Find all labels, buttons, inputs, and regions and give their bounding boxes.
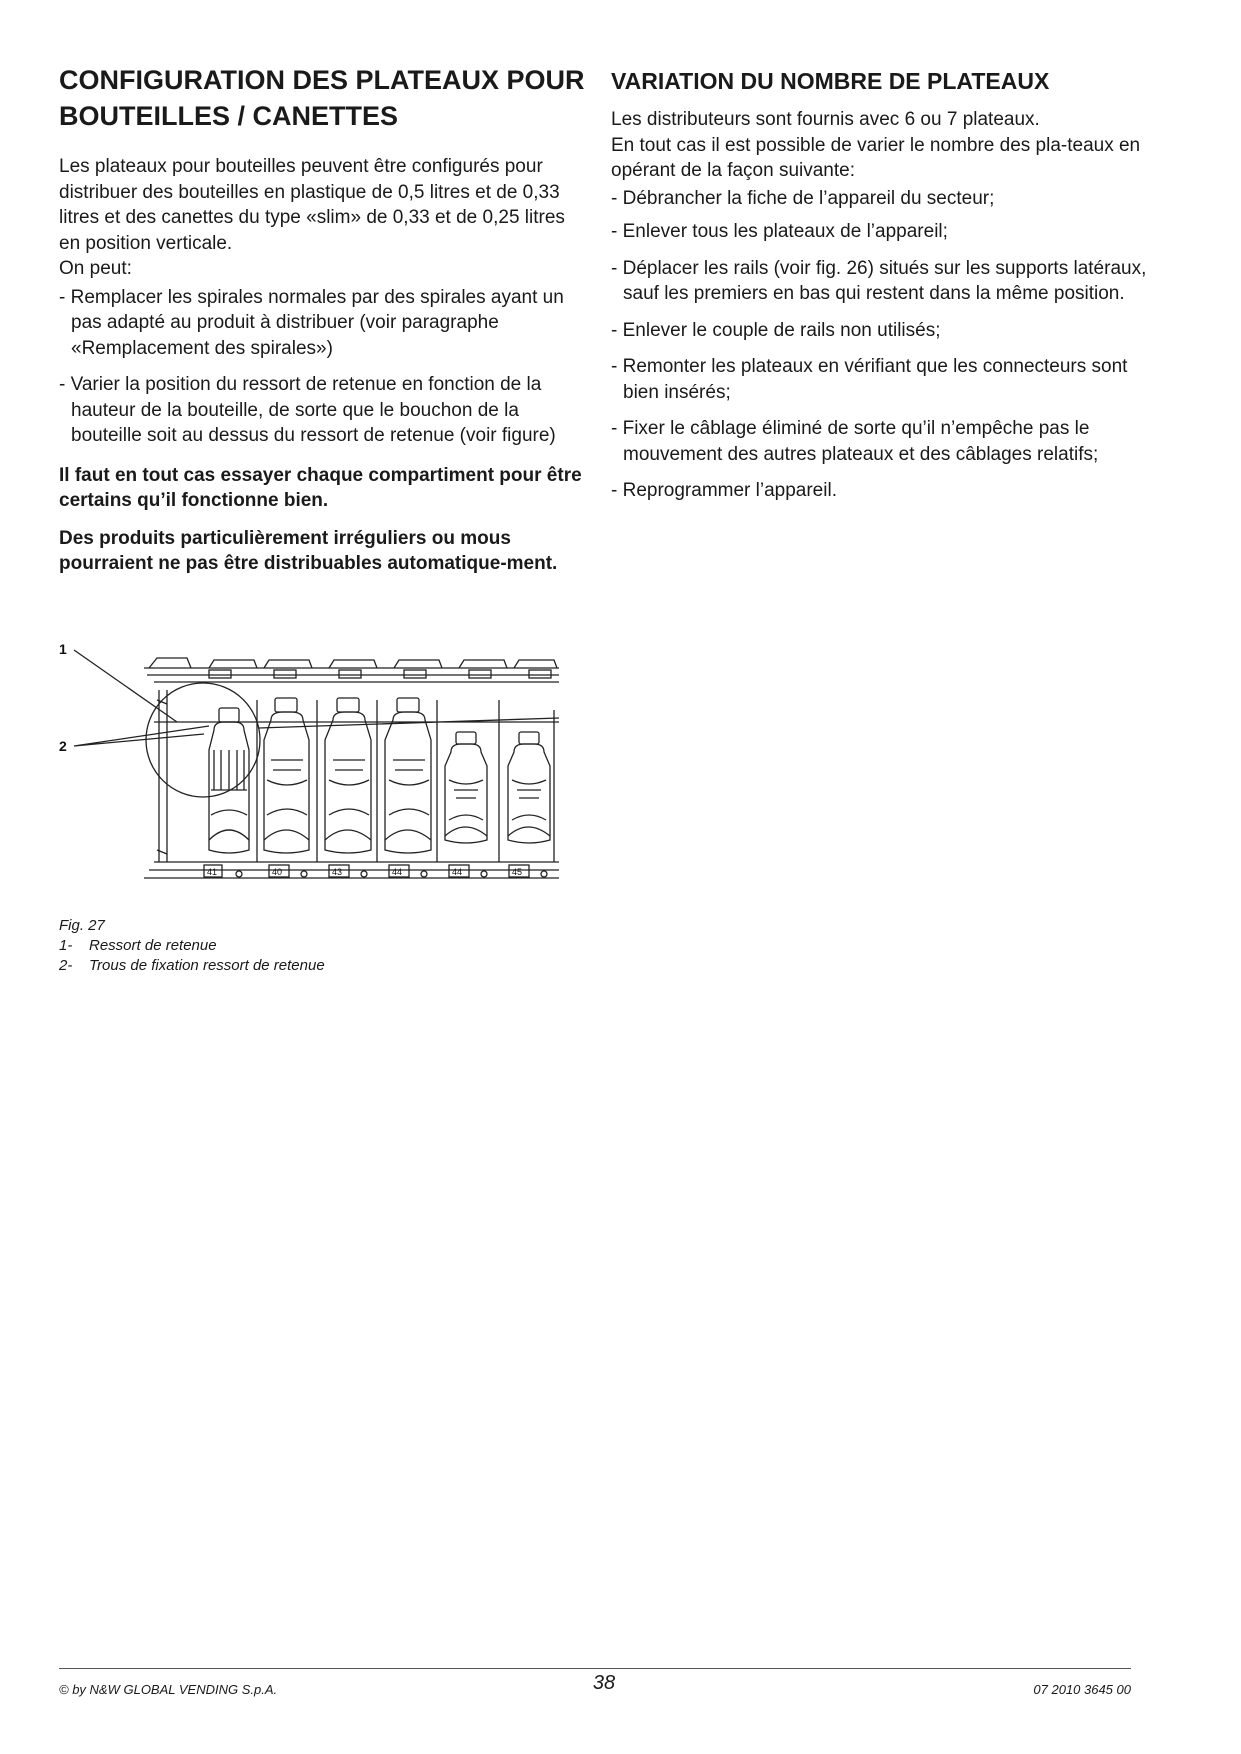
callout-2: 2 [59,738,67,754]
page-footer [59,1672,1131,1702]
tray-illustration [59,640,579,910]
list-item: - Remplacer les spirales normales par des spirales ayant un pas adapté au produit à distribuer (voir paragraphe «Remplacement des spirales») [59,286,564,359]
intro-lead: On peut: [59,258,132,279]
list-item: - Déplacer les rails (voir fig. 26) situés sur les supports latéraux, sauf les premiers en bas qui restent dans la même position. [611,257,1147,304]
intro-paragraph: Les plateaux pour bouteilles peuvent être configurés pour distribuer des bouteilles en plastique de 0,5 litres et de 0,33 litres et des canettes du type «slim» de 0,33 et de 0,25 litres en position verticale. [59,156,565,254]
figure-caption [59,916,579,976]
intro-paragraph: En tout cas il est possible de varier le nombre des pla-teaux en opérant de la façon suivante: [611,134,1141,181]
callout-1: 1 [59,641,67,657]
list-item: - Remonter les plateaux en vérifiant que les connecteurs sont bien insérés; [611,356,1128,403]
caption-item: 2- Trous de fixation ressort de retenue [59,957,325,974]
document-code: 07 2010 3645 00 [1033,1682,1131,1697]
list-item: - Débrancher la fiche de l’appareil du secteur; [611,187,995,209]
tray-label: 40 [272,867,283,877]
caption-item: 1- Ressort de retenue [59,937,217,954]
list-item: - Enlever le couple de rails non utilisés; [611,319,941,341]
warning-note: Des produits particulièrement irréguliers ou mous pourraient ne pas être distribuables automatique-ment. [59,527,558,574]
right-column [611,62,1151,515]
tray-label: 44 [392,867,403,877]
warning-note: Il faut en tout cas essayer chaque compartiment pour être certains qu’il fonctionne bien. [59,464,582,511]
section-title-variation: VARIATION DU NOMBRE DE PLATEAUX [611,68,1050,94]
option-list [59,285,589,449]
page-number: 38 [592,1672,616,1694]
caption-title: Fig. 27 [59,917,105,934]
list-item: - Reprogrammer l’appareil. [611,480,837,501]
detail-magnifier [146,683,260,797]
tray-label: 45 [512,867,523,877]
list-item: - Fixer le câblage éliminé de sorte qu’il n’empêche pas le mouvement des autres plateaux et des câblages relatifs; [611,418,1099,465]
figure-27 [59,640,579,910]
callout-2-leader [74,726,209,746]
footer-divider [59,1668,1131,1669]
section-title-configuration: CONFIGURATION DES PLATEAUX POUR BOUTEILLES / CANETTES [59,65,585,131]
list-item: - Enlever tous les plateaux de l’appareil; [611,221,948,242]
tray-label: 43 [332,867,343,877]
procedure-list [611,186,1151,504]
copyright: © by N&W GLOBAL VENDING S.p.A. [59,1682,278,1697]
list-item: - Varier la position du ressort de retenue en fonction de la hauteur de la bouteille, de sorte que le bouchon de la bouteille soit au dessus du ressort de retenue (voir figure) [59,374,556,446]
tray-label: 41 [207,867,218,877]
left-column [59,62,589,589]
intro-paragraph: Les distributeurs sont fournis avec 6 ou 7 plateaux. [611,109,1040,130]
tray-label: 44 [452,867,463,877]
callout-1-leader [74,650,177,722]
